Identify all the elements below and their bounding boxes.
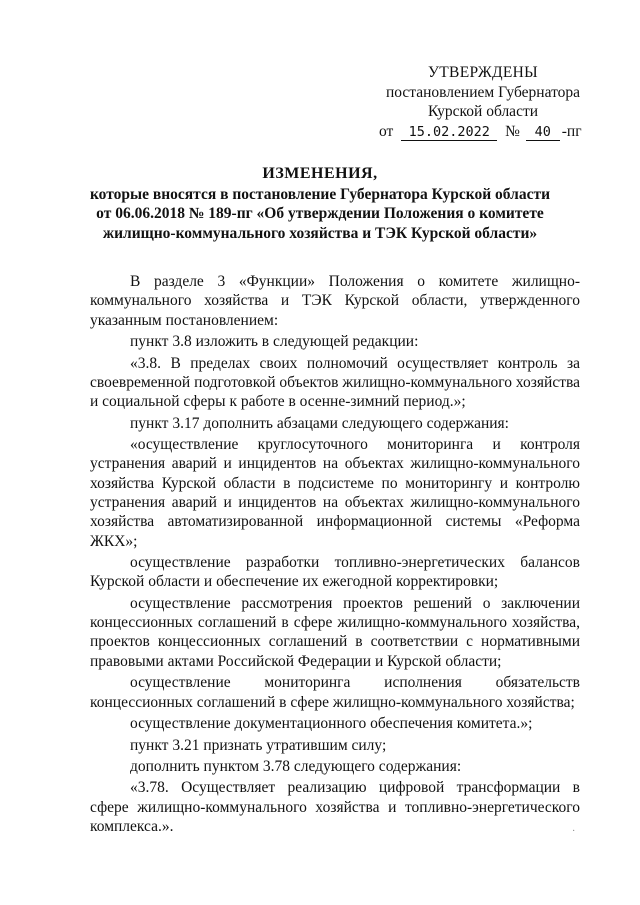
paragraph: пункт 3.17 дополнить абзацами следующего содержания: [130, 414, 509, 432]
approval-date: 15.02.2022 [401, 124, 497, 141]
approval-title: УТВЕРЖДЕНЫ [428, 64, 538, 81]
paragraph: пункт 3.8 изложить в следующей редакции: [130, 333, 419, 351]
paragraph: осуществление мониторинга исполнения обязательств концессионных соглашений в сфере жилищно-коммунального хозяйства; [90, 674, 580, 711]
approval-date-line [379, 122, 583, 142]
date-prefix: от [379, 122, 394, 140]
paragraph: дополнить пунктом 3.78 следующего содержания: [130, 758, 462, 775]
paragraph: пункт 3.21 признать утратившим силу; [130, 736, 387, 754]
heading-title: ИЗМЕНЕНИЯ, [262, 165, 378, 182]
number-sign: № [505, 122, 520, 140]
paragraph: «осуществление круглосуточного мониторинга и контроля устранения аварий и инцидентов на объектах жилищно-коммунального хозяйства Курской области в подсистеме по мониторингу и контролю устранения аварий и инцидентов на объектах жилищно-коммунального хозяйства автоматизированной информационной системы «Реформа ЖКХ»; [90, 436, 580, 550]
document-heading [60, 164, 580, 243]
paragraph: В разделе 3 «Функции» Положения о комитете жилищно-коммунального хозяйства и ТЭК Курской области, утвержденного указанным постановлением: [90, 273, 580, 329]
approval-line-1: постановлением Губернатора [385, 83, 581, 101]
paragraph: осуществление рассмотрения проектов решений о заключении концессионных соглашений в сфере жилищно-коммунального хозяйства, проектов концессионных соглашений в соответствии с нормативными правовыми актами Российской Федерации и Курской области; [90, 594, 580, 670]
approval-number: 40 [526, 124, 560, 141]
paragraph: осуществление разработки топливно-энергетических балансов Курской области и обеспечение их ежегодной корректировки; [90, 554, 580, 591]
paragraph: осуществление документационного обеспечения комитета.»; [130, 715, 533, 733]
scan-speck: · [572, 826, 576, 837]
paragraph: «3.8. В пределах своих полномочий осуществляет контроль за своевременной подготовкой объектов жилищно-коммунального хозяйства и социальной сферы к работе в осенне-зимний период.»; [90, 354, 580, 411]
document-body [90, 272, 580, 839]
heading-line-3: жилищно-коммунального хозяйства и ТЭК Курской области» [102, 224, 538, 242]
approval-block [379, 63, 583, 141]
paragraph: «3.78. Осуществляет реализацию цифровой трансформации в сфере жилищно-коммунального хозяйства и топливно-энергетического комплекса.». [90, 779, 580, 836]
number-suffix: -пг [561, 122, 582, 140]
approval-line-2: Курской области [427, 103, 539, 120]
heading-line-1: которые вносятся в постановление Губернатора Курской области [89, 185, 551, 203]
heading-line-2: от 06.06.2018 № 189-пг «Об утверждении Положения о комитете [96, 205, 544, 222]
